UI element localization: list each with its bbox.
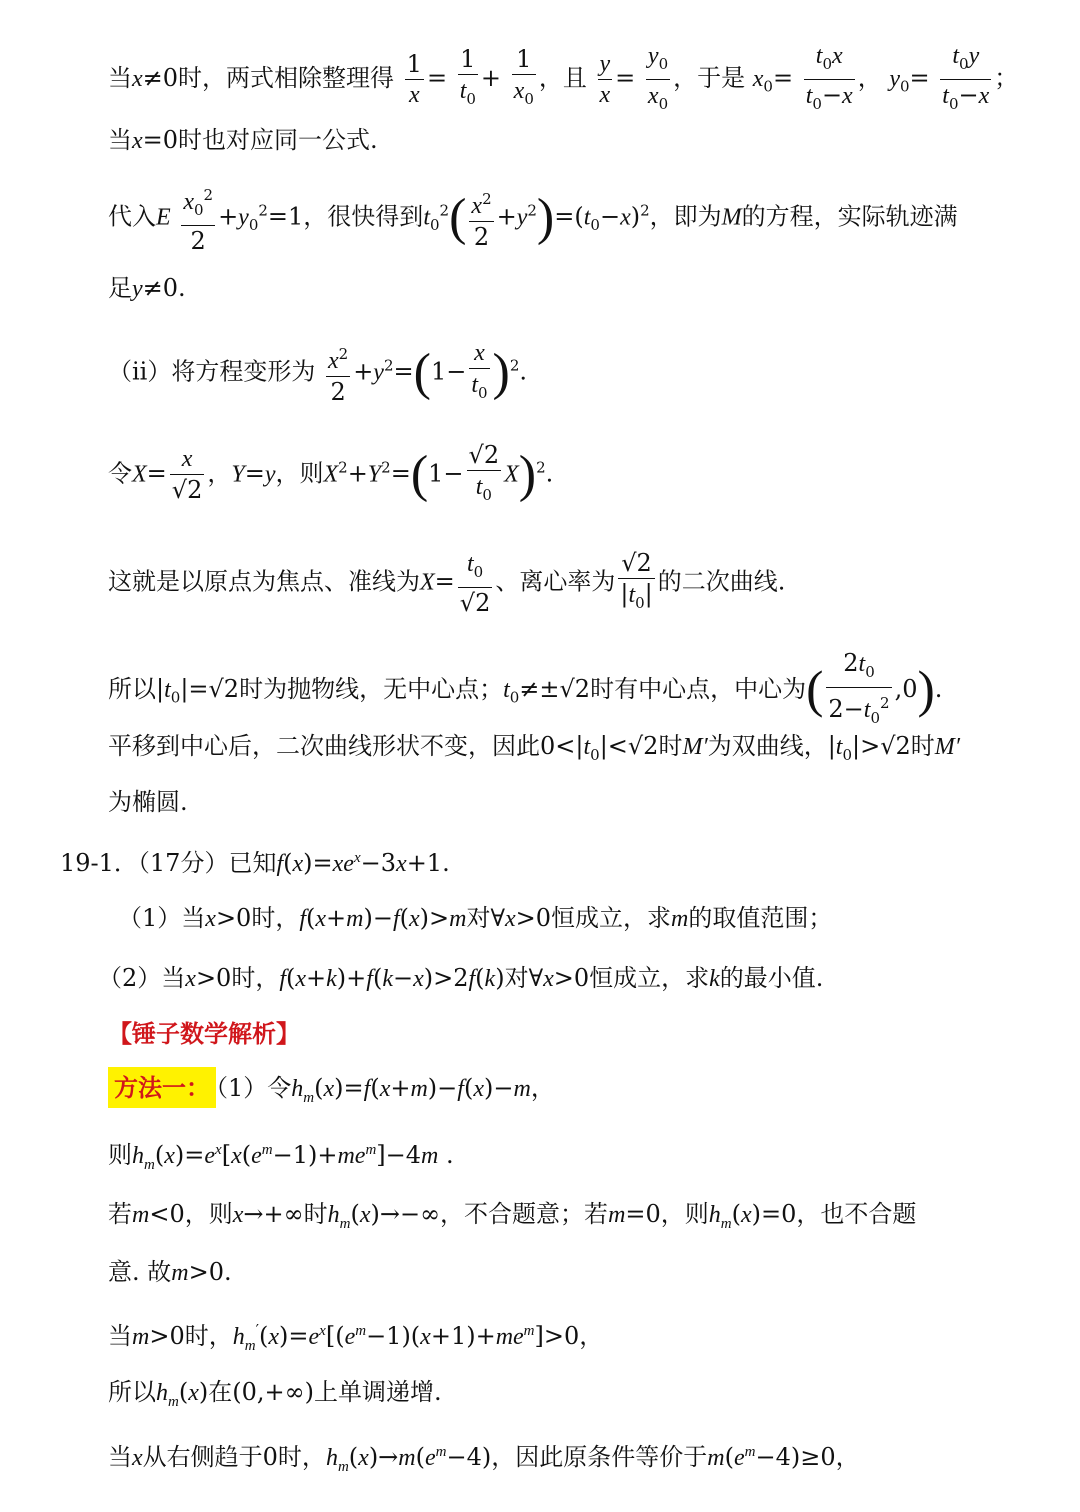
section-heading: 【锤子数学解析】 bbox=[108, 1019, 300, 1048]
line-12: （1）当x>0时，f(x+m)−f(x)>m对∀x>0恒成立，求m的取值范围； bbox=[118, 904, 833, 932]
line-18: 意. 故m>0. bbox=[108, 1258, 232, 1286]
line-3: 代入E $\frac{x_0^2}{2}$ $+y_0^2=1$，很快得到$t_0^2$( $\frac{x^2}{2}$ $+y^2)=(t_0-x)^2$，即为M的方程，实际轨迹满 bbox=[108, 180, 1040, 256]
line-19: 当m>0时，$h_m'(x)=e^x[(e^m-1)(x+1)+me^m]>0$， bbox=[108, 1321, 604, 1354]
line-15: 方法一： （1）令$h_m(x)=f(x+m)-f(x)-m$， bbox=[108, 1072, 1040, 1114]
line-7: 这就是以原点为焦点、准线为X= $\frac{t_0}{√2}$ 、离心率为 $\frac{√2}{|t_0|}$ 的二次曲线. bbox=[108, 549, 786, 617]
line-5: （ii）将方程变形为 $\frac{x^2}{2}$ $+y^2=(1-$ $\frac{x}{t_0}$ )$^2$. bbox=[108, 340, 528, 406]
line-1: 当x≠0时，两式相除整理得 $\frac{1}{x}$ = $\frac{1}{t_0}$ + $\frac{1}{x_0}$ ，且 $\frac{y}{x}$ = $\frac{y_0}{x_0}$ ，于是 $x_0=$ $\frac{t_0x}{t_0-x}$ ， $y_0=$ $\frac{t_0y}{t_0-x}$ ； bbox=[108, 40, 1040, 119]
line-13: （2）当x>0时，f(x+k)+f(k−x)>2f(k)对∀x>0恒成立，求k的最小值. bbox=[98, 964, 824, 992]
line-6: 令X= $\frac{x}{√2}$ ，Y=y，则$X^2+Y^2=(1-$ $\frac{√2}{t_0}$ X)$^2$. bbox=[108, 441, 554, 505]
line-17: 若m<0，则x→+∞时$h_m(x)\to-\infty$，不合题意；若m=0，则$h_m(x)=0$，也不合题 bbox=[108, 1200, 917, 1232]
line-11-problem: 19-1．（17分）已知$f(x)=xe^x-3x+1$. bbox=[60, 849, 450, 877]
line-8: 所以$|t_0|=√2$时为抛物线，无中心点；$t_0\ne\pm√2$时有中心点，中心为( $\frac{2t_0}{2-t_0^2}$ ,0). bbox=[108, 649, 943, 727]
line-10: 为椭圆. bbox=[108, 788, 188, 816]
line-9: 平移到中心后，二次曲线形状不变，因此$0<|t_0|<√2$时M′为双曲线，$|t_0|>√2$时M′ bbox=[108, 732, 961, 764]
line-21: 当x从右侧趋于0时，$h_m(x)\to m(e^m-4)$，因此原条件等价于$m(e^m-4)\ge 0$， bbox=[108, 1443, 860, 1475]
line-16: 则$h_m(x)=e^x[x(e^m-1)+me^m]-4m$ . bbox=[108, 1141, 454, 1173]
method-tag: 方法一： bbox=[108, 1067, 216, 1108]
line-4: 足y≠0. bbox=[108, 274, 186, 302]
line-2: 当x=0时也对应同一公式. bbox=[108, 126, 378, 154]
line-20: 所以$h_m(x)$在(0,+∞)上单调递增. bbox=[108, 1378, 442, 1410]
